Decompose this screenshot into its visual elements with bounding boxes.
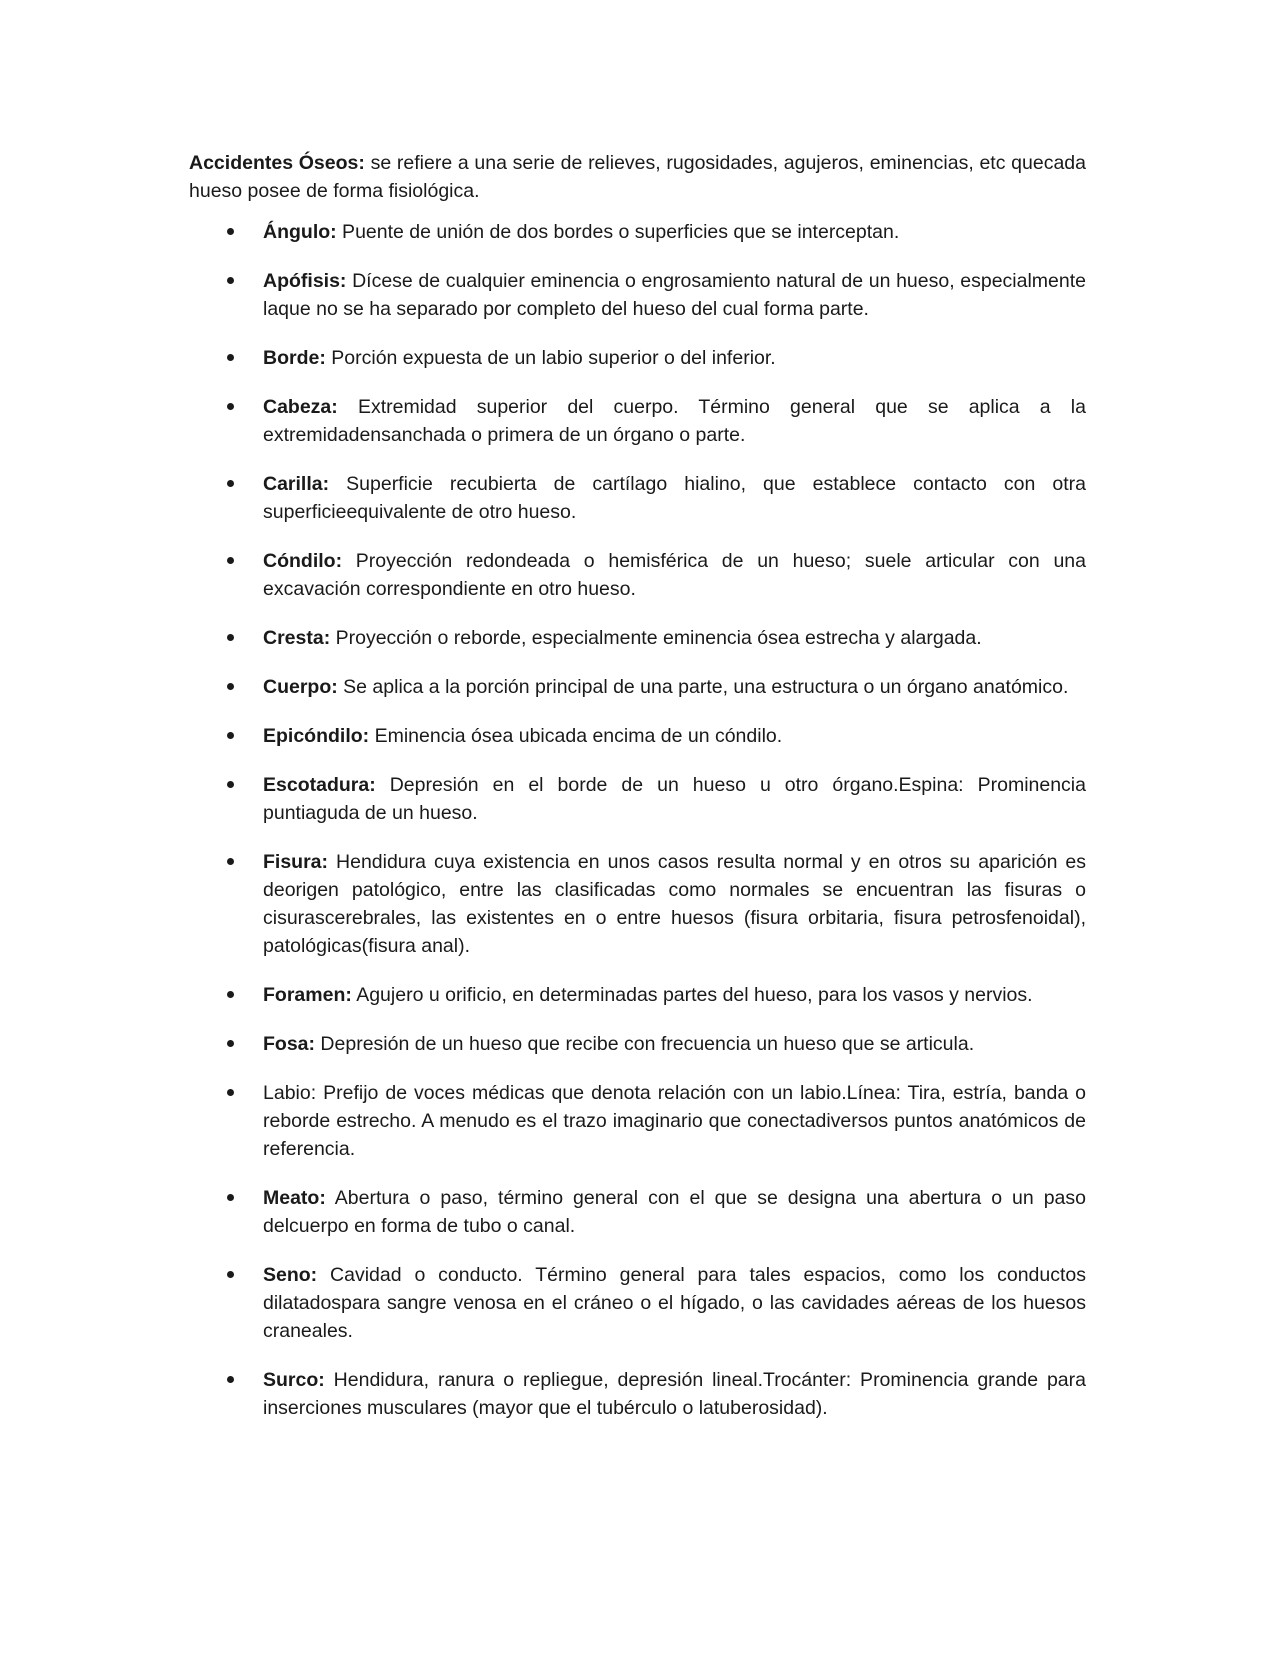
list-item bbox=[189, 267, 1086, 323]
definition-list bbox=[189, 218, 1086, 1422]
list-item-text: Agujero u orificio, en determinadas partes del hueso, para los vasos y nervios. bbox=[351, 984, 1033, 1006]
list-item-term: Foramen: bbox=[263, 984, 352, 1006]
list-item-text: Se aplica a la porción principal de una parte, una estructura o un órgano anatómico. bbox=[337, 676, 1069, 698]
list-item-text: Superficie recubierta de cartílago hialino, que establece contacto con otra superficieequivalente de otro hueso. bbox=[263, 473, 1086, 523]
list-item bbox=[189, 344, 1086, 372]
intro-text: se refiere a una serie de relieves, rugosidades, agujeros, eminencias, etc quecada hueso posee de forma fisiológica. bbox=[189, 152, 1086, 202]
bullet-icon bbox=[227, 634, 234, 641]
list-item-text: Hendidura, ranura o repliegue, depresión lineal.Trocánter: Prominencia grande para inserciones musculares (mayor que el tubérculo o latuberosidad). bbox=[263, 1369, 1086, 1419]
list-item-term: Cuerpo: bbox=[263, 676, 338, 698]
list-item bbox=[189, 1184, 1086, 1240]
list-item bbox=[189, 470, 1086, 526]
list-item bbox=[189, 1079, 1086, 1163]
list-item-text: Hendidura cuya existencia en unos casos resulta normal y en otros su aparición es deorigen patológico, entre las clasificadas como normales se encuentran las fisuras o cisurascerebrales, las existentes en o entre huesos (fisura orbitaria, fisura petrosfenoidal), patológicas(fisura anal). bbox=[263, 851, 1086, 957]
list-item-text: Extremidad superior del cuerpo. Término general que se aplica a la extremidadensanchada o primera de un órgano o parte. bbox=[263, 396, 1086, 446]
list-item-term: Cóndilo: bbox=[263, 550, 343, 572]
bullet-icon bbox=[227, 1194, 234, 1201]
list-item-term: Epicóndilo: bbox=[263, 725, 370, 747]
bullet-icon bbox=[227, 781, 234, 788]
list-item-text: Proyección o reborde, especialmente eminencia ósea estrecha y alargada. bbox=[330, 627, 982, 649]
bullet-icon bbox=[227, 557, 234, 564]
list-item-text: Cavidad o conducto. Término general para tales espacios, como los conductos dilatadospara sangre venosa en el cráneo o el hígado, o las cavidades aéreas de los huesos craneales. bbox=[263, 1264, 1086, 1342]
list-item-term: Cresta: bbox=[263, 627, 331, 649]
list-item-term: Escotadura: bbox=[263, 774, 376, 796]
bullet-icon bbox=[227, 1271, 234, 1278]
list-item-text: Dícese de cualquier eminencia o engrosamiento natural de un hueso, especialmente laque no se ha separado por completo del hueso del cual forma parte. bbox=[263, 270, 1086, 320]
bullet-icon bbox=[227, 228, 234, 235]
list-item-text: Puente de unión de dos bordes o superficies que se interceptan. bbox=[336, 221, 900, 243]
list-item-term: Fosa: bbox=[263, 1033, 316, 1055]
list-item-term: Meato: bbox=[263, 1187, 326, 1209]
list-item-term: Apófisis: bbox=[263, 270, 347, 292]
list-item-text: Eminencia ósea ubicada encima de un cóndilo. bbox=[369, 725, 783, 747]
list-item-term: Ángulo: bbox=[263, 221, 337, 243]
list-item bbox=[189, 547, 1086, 603]
list-item bbox=[189, 624, 1086, 652]
intro-paragraph bbox=[189, 149, 1086, 205]
list-item bbox=[189, 981, 1086, 1009]
bullet-icon bbox=[227, 480, 234, 487]
list-item-text: Proyección redondeada o hemisférica de un hueso; suele articular con una excavación correspondiente en otro hueso. bbox=[263, 550, 1086, 600]
list-item-term: Borde: bbox=[263, 347, 326, 369]
bullet-icon bbox=[227, 1089, 234, 1096]
list-item-text: Labio: Prefijo de voces médicas que denota relación con un labio.Línea: Tira, estría, banda o reborde estrecho. A menudo es el trazo imaginario que conectadiversos puntos anatómicos de referencia. bbox=[263, 1082, 1086, 1160]
list-item bbox=[189, 1030, 1086, 1058]
list-item bbox=[189, 393, 1086, 449]
list-item bbox=[189, 218, 1086, 246]
list-item bbox=[189, 1261, 1086, 1345]
intro-term: Accidentes Óseos: bbox=[189, 152, 365, 174]
list-item bbox=[189, 771, 1086, 827]
list-item-term: Fisura: bbox=[263, 851, 329, 873]
list-item-text: Abertura o paso, término general con el que se designa una abertura o un paso delcuerpo en forma de tubo o canal. bbox=[263, 1187, 1086, 1237]
list-item-text: Porción expuesta de un labio superior o del inferior. bbox=[325, 347, 776, 369]
bullet-icon bbox=[227, 403, 234, 410]
bullet-icon bbox=[227, 732, 234, 739]
list-item bbox=[189, 673, 1086, 701]
bullet-icon bbox=[227, 991, 234, 998]
list-item-text: Depresión en el borde de un hueso u otro órgano.Espina: Prominencia puntiaguda de un hueso. bbox=[263, 774, 1086, 824]
list-item bbox=[189, 1366, 1086, 1422]
bullet-icon bbox=[227, 277, 234, 284]
list-item-term: Seno: bbox=[263, 1264, 318, 1286]
list-item-term: Carilla: bbox=[263, 473, 330, 495]
list-item-term: Cabeza: bbox=[263, 396, 338, 418]
bullet-icon bbox=[227, 1376, 234, 1383]
list-item-term: Surco: bbox=[263, 1369, 325, 1391]
bullet-icon bbox=[227, 1040, 234, 1047]
bullet-icon bbox=[227, 683, 234, 690]
list-item bbox=[189, 848, 1086, 960]
bullet-icon bbox=[227, 858, 234, 865]
list-item-text: Depresión de un hueso que recibe con frecuencia un hueso que se articula. bbox=[315, 1033, 975, 1055]
list-item bbox=[189, 722, 1086, 750]
document-page bbox=[189, 149, 1086, 1443]
bullet-icon bbox=[227, 354, 234, 361]
